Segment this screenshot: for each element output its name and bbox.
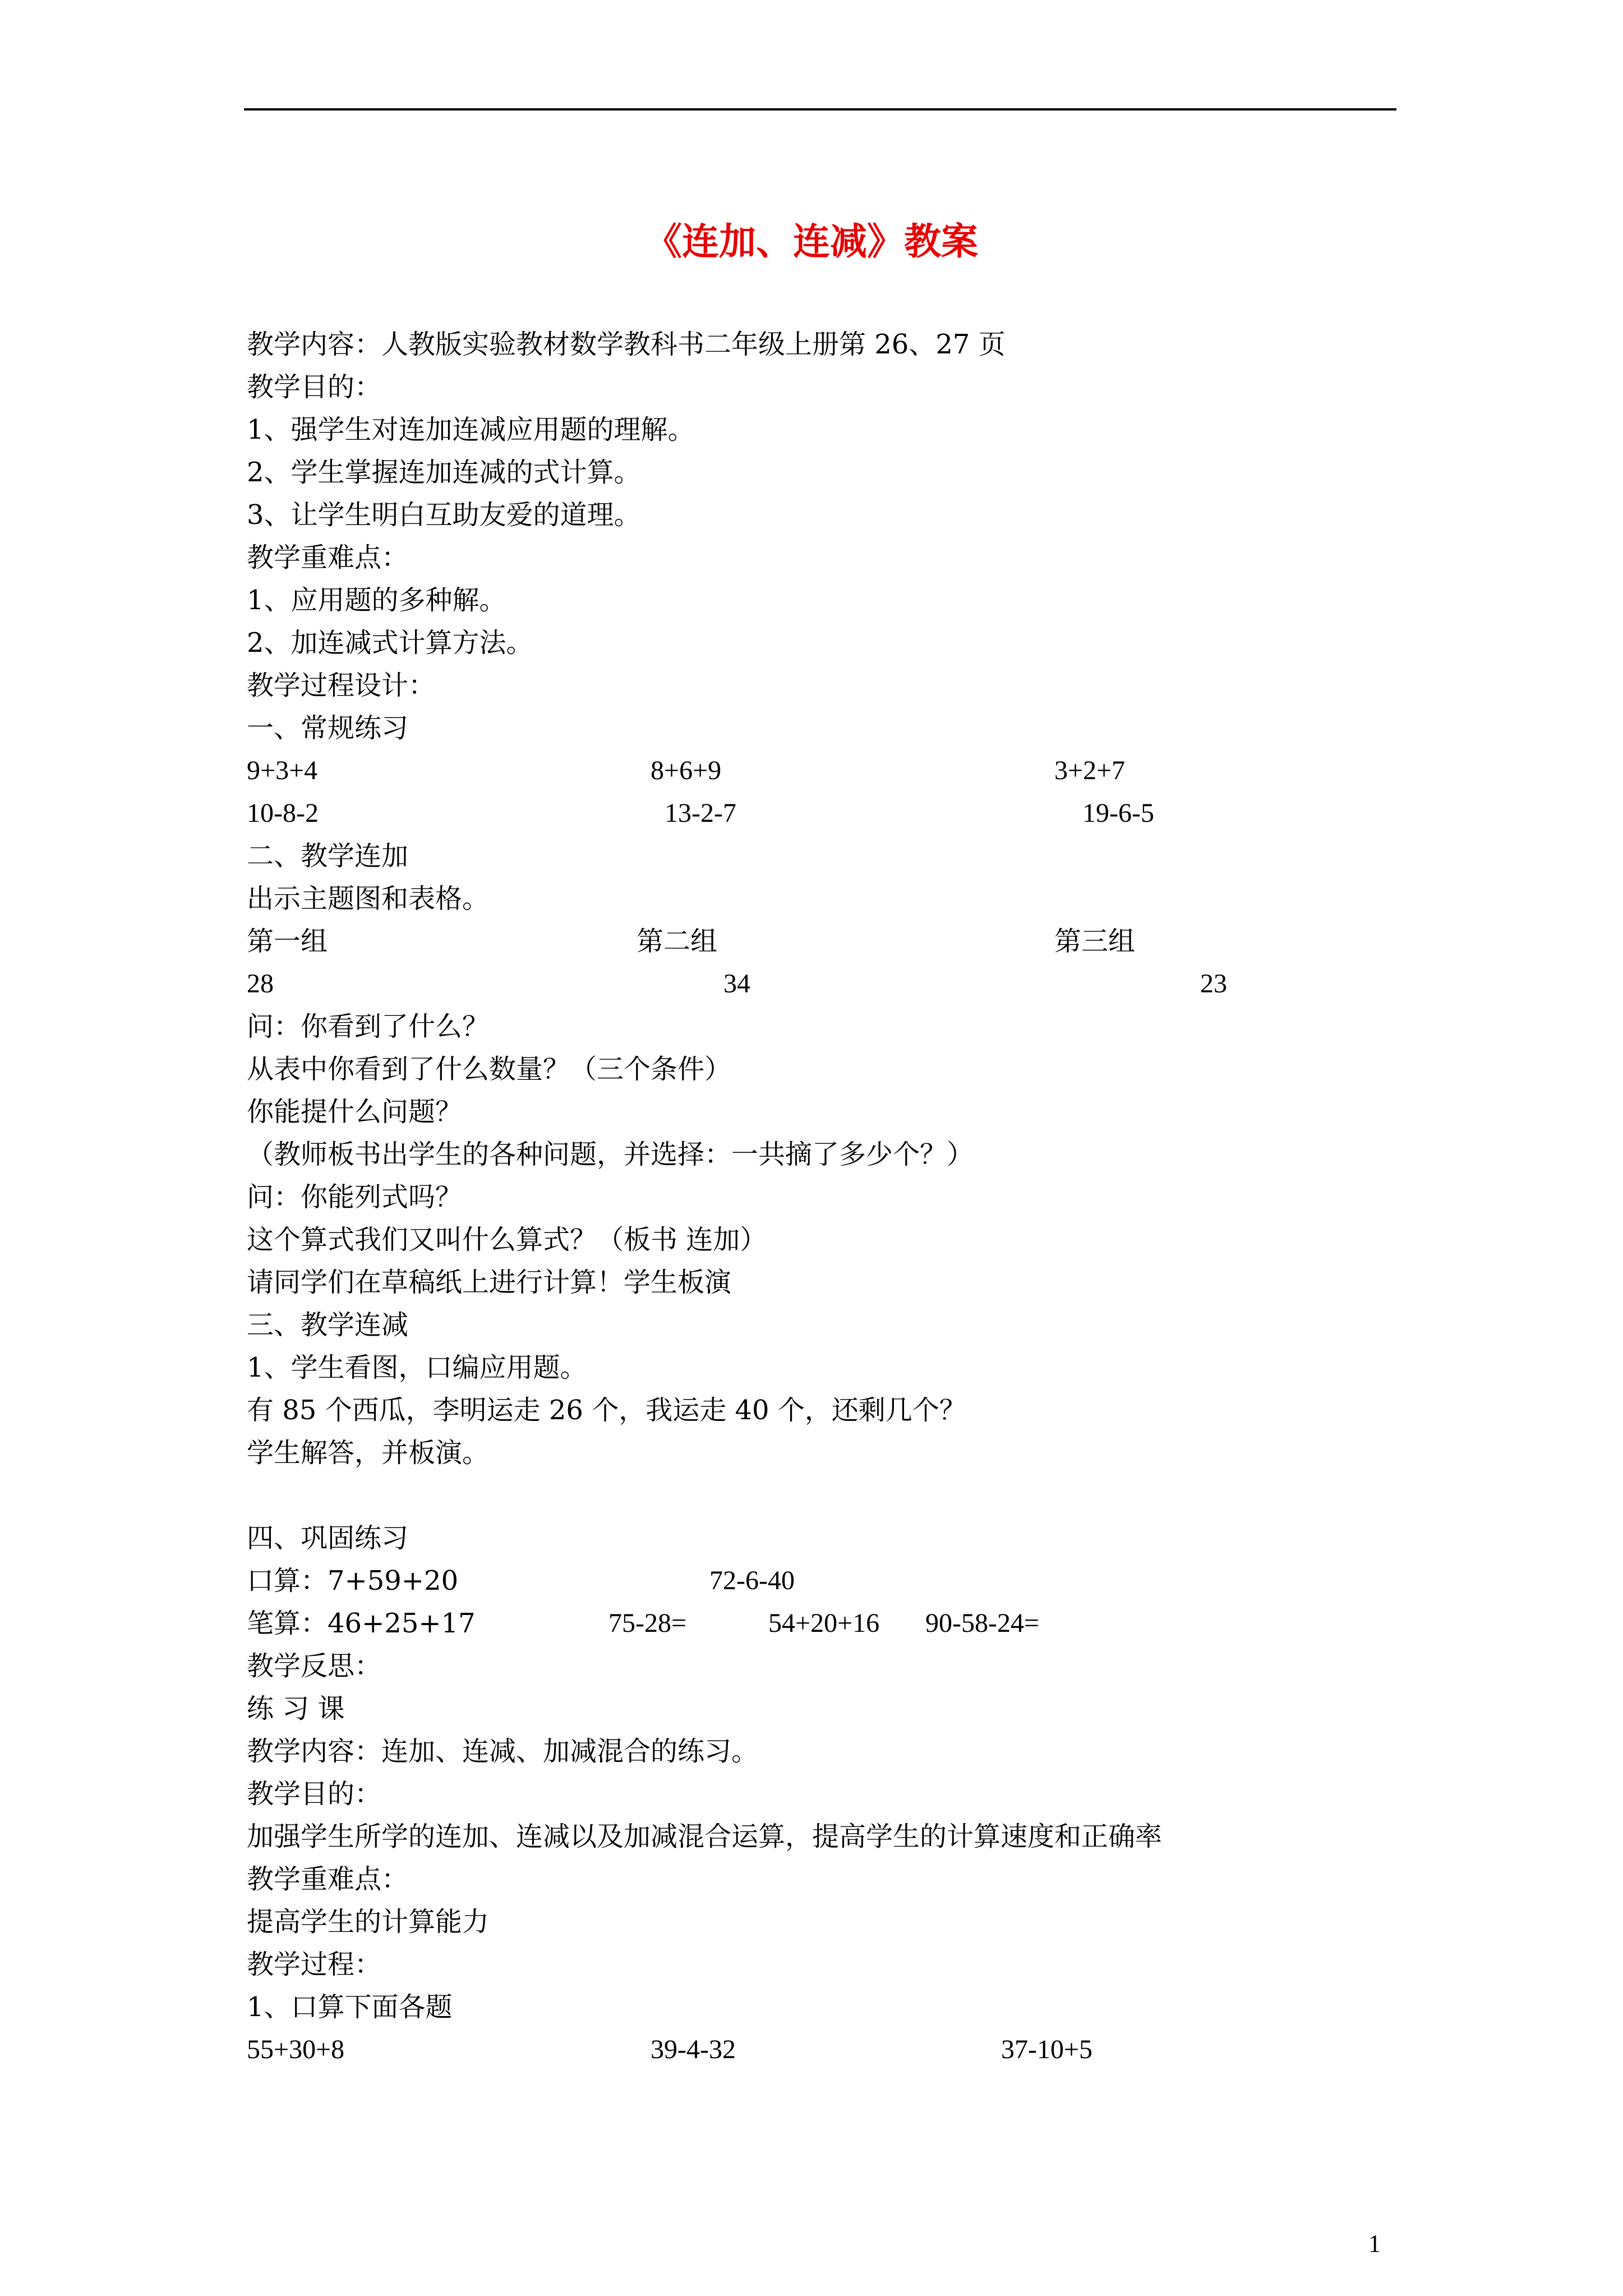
text-line: 3、让学生明白互助友爱的道理。 (247, 499, 641, 531)
text-line: （教师板书出学生的各种问题，并选择：一共摘了多少个？） (247, 1139, 974, 1170)
table-header: 第三组 (1054, 926, 1136, 957)
practice-item: 3+2+7 (1054, 756, 1126, 785)
text-line: 教学重难点： (247, 542, 409, 573)
text-line: 提高学生的计算能力 (247, 1906, 490, 1938)
oral-item: 55+30+8 (247, 2035, 345, 2064)
section-heading: 三、教学连减 (247, 1309, 409, 1341)
text-line: 教学过程设计： (247, 670, 436, 701)
text-line: 教学重难点： (247, 1864, 409, 1895)
oral-calc-item: 72-6-40 (709, 1566, 795, 1595)
written-calc-item: 54+20+16 (768, 1608, 880, 1638)
document-title: 《连加、连减》教案 (645, 219, 978, 263)
text-line: 你能提什么问题？ (247, 1096, 463, 1128)
text-line: 出示主题图和表格。 (247, 883, 490, 914)
text-line: 教学反思： (247, 1650, 382, 1682)
table-header: 第二组 (637, 926, 718, 957)
page-number: 1 (1368, 2230, 1381, 2257)
text-line: 1、应用题的多种解。 (247, 585, 506, 616)
oral-item: 39-4-32 (651, 2035, 736, 2064)
section-heading: 四、巩固练习 (247, 1522, 409, 1554)
text-line: 教学过程： (247, 1949, 382, 1980)
text-line: 加强学生所学的连加、连减以及加减混合运算，提高学生的计算速度和正确率 (247, 1821, 1163, 1852)
text-line: 2、加连减式计算方法。 (247, 627, 533, 659)
text-line: 有 85 个西瓜，李明运走 26 个，我运走 40 个，还剩几个？ (247, 1395, 966, 1426)
text-line: 问：你看到了什么？ (247, 1011, 490, 1042)
text-line: 从表中你看到了什么数量？（三个条件） (247, 1053, 732, 1085)
section-heading: 练 习 课 (247, 1693, 345, 1724)
text-line: 1、口算下面各题 (247, 1991, 453, 2023)
table-header: 第一组 (247, 926, 328, 957)
text-line: 教学目的： (247, 371, 382, 403)
text-line: 问：你能列式吗？ (247, 1181, 463, 1213)
table-value: 23 (1200, 969, 1227, 999)
text-line: 1、强学生对连加连减应用题的理解。 (247, 414, 695, 445)
table-value: 28 (247, 969, 274, 999)
practice-item: 10-8-2 (247, 798, 319, 828)
oral-calc-label: 口算：7+59+20 (247, 1565, 459, 1596)
practice-item: 13-2-7 (665, 798, 736, 828)
written-calc-label: 笔算：46+25+17 (247, 1608, 476, 1639)
text-line: 学生解答，并板演。 (247, 1437, 490, 1469)
practice-item: 8+6+9 (651, 756, 722, 785)
table-value: 34 (723, 969, 750, 999)
text-line: 教学内容：人教版实验教材数学教科书二年级上册第 26、27 页 (247, 329, 1006, 360)
text-line: 这个算式我们又叫什么算式？（板书 连加） (247, 1224, 767, 1255)
text-line: 教学目的： (247, 1778, 382, 1810)
text-line: 1、学生看图，口编应用题。 (247, 1352, 587, 1383)
practice-item: 19-6-5 (1082, 798, 1154, 828)
text-line: 请同学们在草稿纸上进行计算！学生板演 (247, 1267, 732, 1298)
written-calc-item: 75-28= (608, 1608, 687, 1638)
text-line: 教学内容：连加、连减、加减混合的练习。 (247, 1736, 759, 1767)
oral-item: 37-10+5 (1001, 2035, 1093, 2064)
section-heading: 二、教学连加 (247, 840, 409, 872)
section-heading: 一、常规练习 (247, 712, 409, 744)
written-calc-item: 90-58-24= (925, 1608, 1040, 1638)
practice-item: 9+3+4 (247, 756, 318, 785)
header-rule (244, 108, 1396, 111)
text-line: 2、学生掌握连加连减的式计算。 (247, 457, 641, 488)
